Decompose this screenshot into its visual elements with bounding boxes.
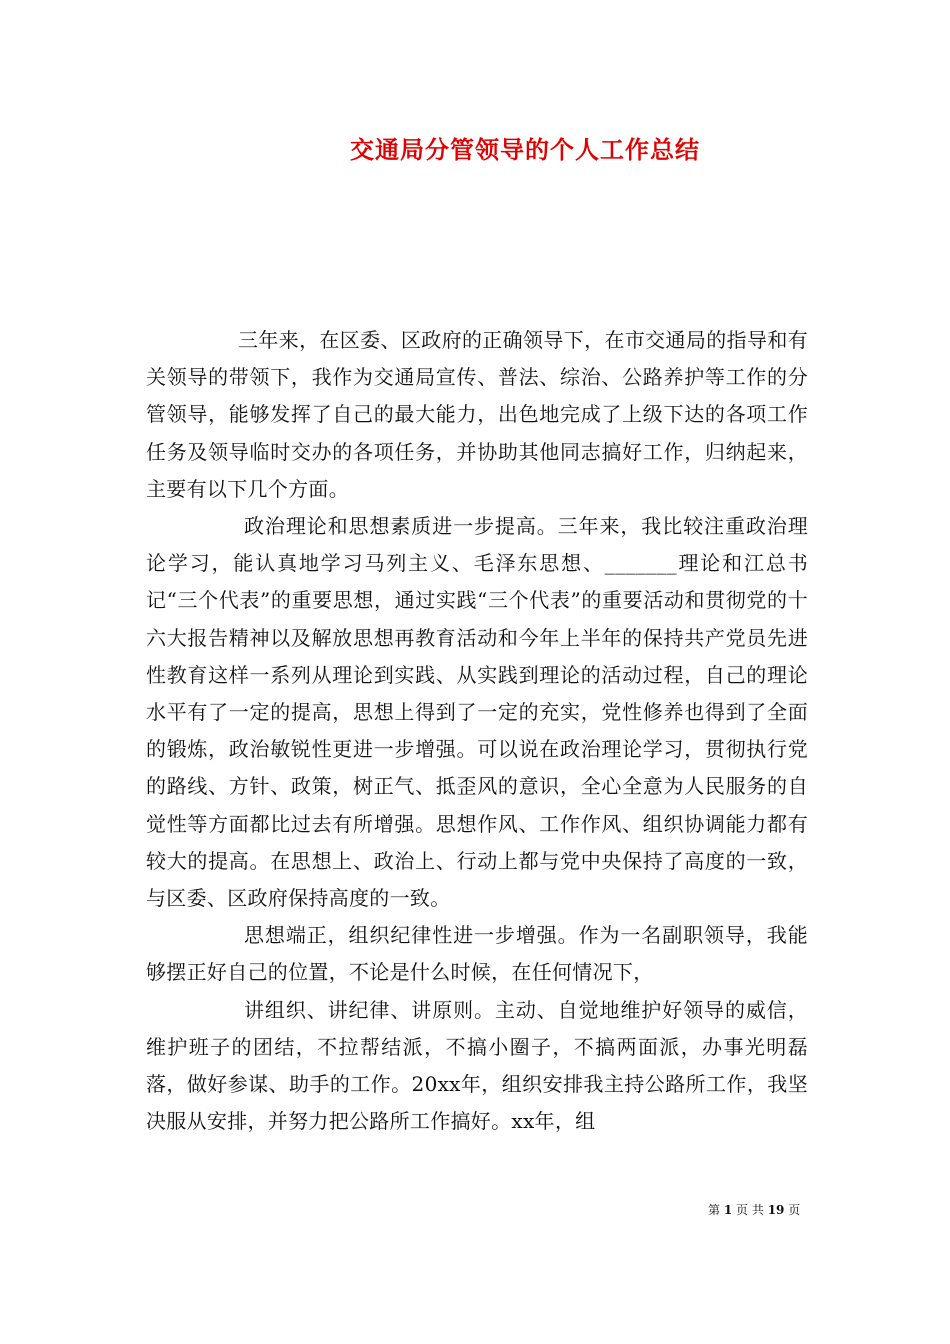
footer-total-pages: 19 <box>767 1203 785 1217</box>
document-body <box>146 322 808 1140</box>
paragraph-political-theory: 政治理论和思想素质进一步提高。三年来，我比较注重政治理论学习，能认真地学习马列主义、毛泽东思想、_______理论和江总书记“三个代表”的重要思想，通过实践“三个代表”的重要活动和贯彻党的十六大报告精神以及解放思想再教育活动和今年上半年的保持共产党员先进性教育这样一系列从理论到实践、从实践到理论的活动过程，自己的理论水平有了一定的提高，思想上得到了一定的充实，党性修养也得到了全面的锻炼，政治敏锐性更进一步增强。可以说在政治理论学习，贯彻执行党的路线、方针、政策，树正气、抵歪风的意识，全心全意为人民服务的自觉性等方面都比过去有所增强。思想作风、工作作风、组织协调能力都有较大的提高。在思想上、政治上、行动上都与党中央保持了高度的一致，与区委、区政府保持高度的一致。 <box>146 514 808 911</box>
paragraph-intro: 三年来，在区委、区政府的正确领导下，在市交通局的指导和有关领导的带领下，我作为交通局宣传、普法、综治、公路养护等工作的分管领导，能够发挥了自己的最大能力，出色地完成了上级下达的各项工作任务及领导临时交办的各项任务，并协助其他同志搞好工作，归纳起来，主要有以下几个方面。 <box>146 328 808 501</box>
footer-prefix: 第 <box>708 1203 721 1217</box>
page-footer <box>708 1201 800 1219</box>
page-title: 交通局分管领导的个人工作总结 <box>350 135 700 164</box>
footer-suffix: 页 <box>788 1203 801 1217</box>
paragraph-discipline: 思想端正，组织纪律性进一步增强。作为一名副职领导，我能够摆正好自己的位置，不论是什么时候，在任何情况下， <box>146 923 808 985</box>
footer-middle: 页 共 <box>736 1203 764 1217</box>
paragraph-organization: 讲组织、讲纪律、讲原则。主动、自觉地维护好领导的威信，维护班子的团结，不拉帮结派，不搞小圈子，不搞两面派，办事光明磊落，做好参谋、助手的工作。20xx年，组织安排我主持公路所工作，我坚决服从安排，并努力把公路所工作搞好。xx年，组 <box>146 997 808 1134</box>
footer-current-page: 1 <box>723 1203 733 1217</box>
